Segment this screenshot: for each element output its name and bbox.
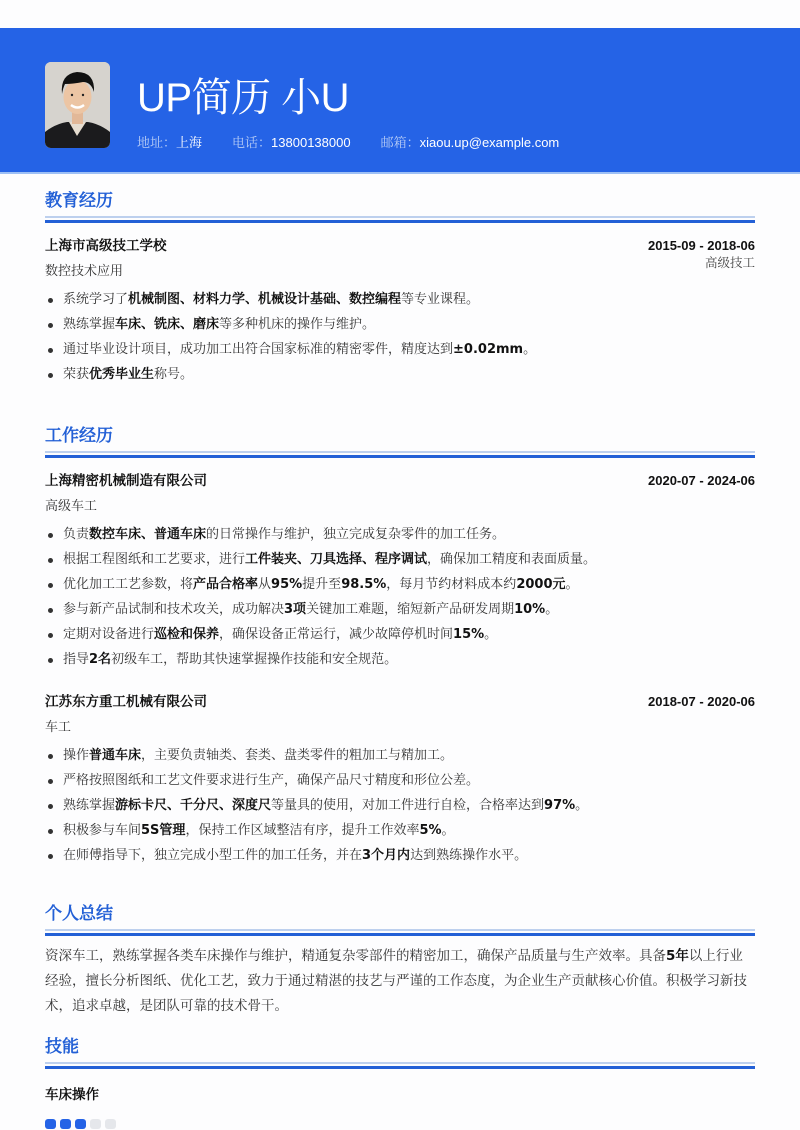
date-range: 2015-09 - 2018-06 — [648, 238, 755, 253]
bullet-item: 定期对设备进行巡检和保养，确保设备正常运行，减少故障停机时间15%。 — [45, 622, 755, 647]
company-name: 江苏东方重工机械有限公司 — [45, 694, 207, 710]
work-bullets — [45, 743, 755, 868]
date-range: 2018-07 - 2020-06 — [648, 694, 755, 709]
summary-text: 资深车工，熟练掌握各类车床操作与维护，精通复杂零部件的精密加工，确保产品质量与生产效率。具备5年以上行业经验，擅长分析图纸、优化工艺，致力于通过精湛的技艺与严谨的工作态度，为企业生产贡献核心价值。积极学习新技术，追求卓越，是团队可靠的技术骨干。 — [45, 948, 747, 1014]
divider — [45, 929, 755, 931]
bullet-item: 在师傅指导下，独立完成小型工件的加工任务，并在3个月内达到熟练操作水平。 — [45, 843, 755, 868]
section-title: 教育经历 — [45, 191, 113, 211]
summary-section — [45, 901, 755, 1019]
skills-section — [45, 1034, 755, 1129]
bullet-item: 严格按照图纸和工艺文件要求进行生产，确保产品尺寸精度和形位公差。 — [45, 768, 755, 793]
bullet-item: 根据工程图纸和工艺要求，进行工件装夹、刀具选择、程序调试，确保加工精度和表面质量。 — [45, 547, 755, 572]
bullet-item: 积极参与车间5S管理，保持工作区域整洁有序，提升工作效率5%。 — [45, 818, 755, 843]
skill-dot-filled — [45, 1119, 56, 1129]
major: 数控技术应用 — [45, 264, 124, 279]
education-entry-sub — [45, 255, 755, 279]
contact-phone: 电话：13800138000 — [232, 135, 351, 150]
bullet-item: 通过毕业设计项目，成功加工出符合国家标准的精密零件，精度达到±0.02mm。 — [45, 337, 755, 362]
divider — [45, 216, 755, 218]
bullet-item: 优化加工工艺参数，将产品合格率从95%提升至98.5%，每月节约材料成本约2000元。 — [45, 572, 755, 597]
skill-dot-filled — [60, 1119, 71, 1129]
school-name: 上海市高级技工学校 — [45, 238, 167, 254]
skill-dot-empty — [105, 1119, 116, 1129]
bullet-item: 熟练掌握游标卡尺、千分尺、深度尺等量具的使用，对加工件进行自检，合格率达到97%。 — [45, 793, 755, 818]
skill-dot-filled — [75, 1119, 86, 1129]
bullet-item: 熟练掌握车床、铣床、磨床等多种机床的操作与维护。 — [45, 312, 755, 337]
bullet-item: 系统学习了机械制图、材料力学、机械设计基础、数控编程等专业课程。 — [45, 287, 755, 312]
divider — [45, 933, 755, 936]
section-title: 技能 — [45, 1037, 79, 1057]
degree: 高级技工 — [704, 255, 755, 270]
divider — [45, 455, 755, 458]
work-entry-header — [45, 690, 755, 710]
education-entry-header — [45, 234, 755, 254]
divider — [45, 1062, 755, 1064]
contact-email[interactable]: 邮箱：xiaou.up@example.com — [380, 135, 560, 150]
skill-level-indicator — [45, 1119, 755, 1129]
job-role: 高级车工 — [45, 499, 98, 514]
resume-header — [0, 28, 800, 174]
avatar-photo-icon — [45, 62, 110, 148]
divider — [45, 451, 755, 453]
education-section — [45, 188, 755, 387]
bullet-item: 指导2名初级车工，帮助其快速掌握操作技能和安全规范。 — [45, 647, 755, 672]
job-role: 车工 — [45, 720, 72, 735]
candidate-name: UP简历 小U — [137, 76, 350, 120]
company-name: 上海精密机械制造有限公司 — [45, 473, 207, 489]
education-bullets — [45, 287, 755, 387]
bullet-item: 荣获优秀毕业生称号。 — [45, 362, 755, 387]
bullet-item: 负责数控车床、普通车床的日常操作与维护，独立完成复杂零件的加工任务。 — [45, 522, 755, 547]
bullet-item: 参与新产品试制和技术攻关，成功解决3项关键加工难题，缩短新产品研发周期10%。 — [45, 597, 755, 622]
divider — [45, 220, 755, 223]
divider — [45, 1066, 755, 1069]
work-entry-header — [45, 469, 755, 489]
skill-name: 车床操作 — [45, 1087, 99, 1103]
section-title: 个人总结 — [45, 904, 113, 924]
contact-info — [137, 132, 559, 151]
work-section — [45, 423, 755, 868]
skill-dot-empty — [90, 1119, 101, 1129]
date-range: 2020-07 - 2024-06 — [648, 473, 755, 488]
avatar — [45, 62, 110, 148]
work-bullets — [45, 522, 755, 672]
section-title: 工作经历 — [45, 426, 113, 446]
bullet-item: 操作普通车床，主要负责轴类、套类、盘类零件的粗加工与精加工。 — [45, 743, 755, 768]
contact-address: 地址：上海 — [137, 135, 203, 150]
